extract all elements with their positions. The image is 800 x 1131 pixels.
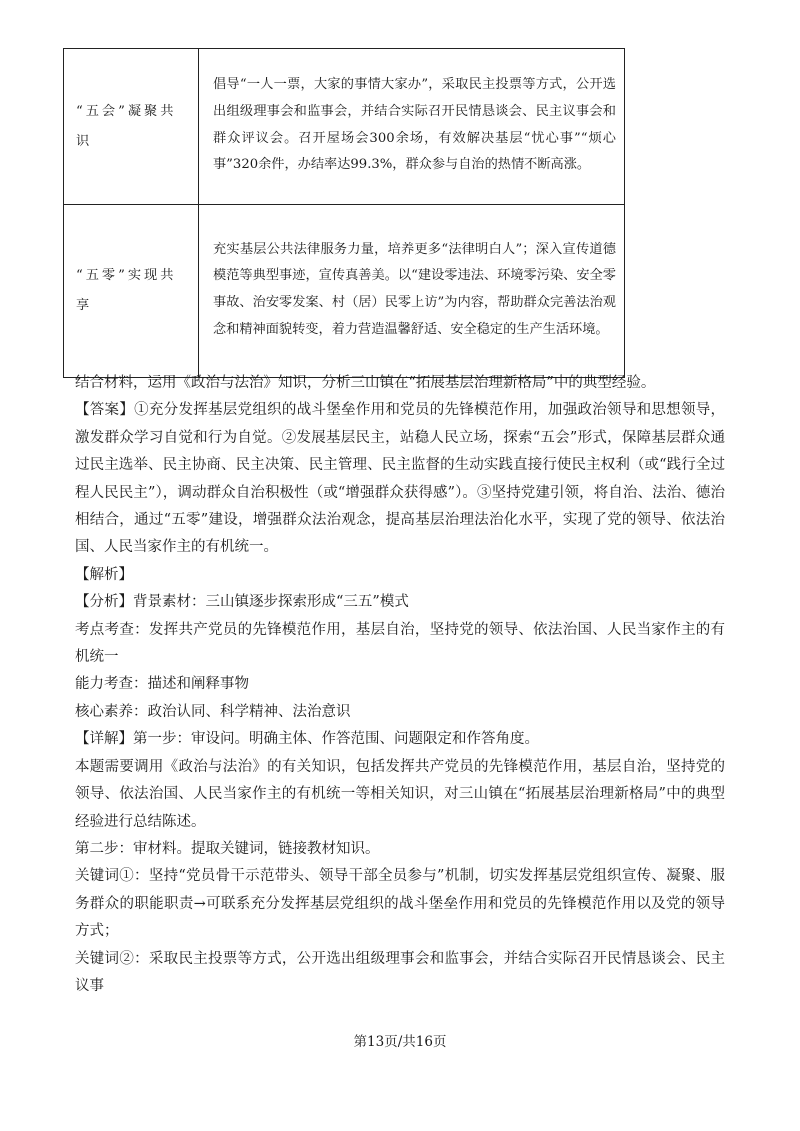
page-footer: 第13页/共16页 (353, 1034, 447, 1050)
row-label: “五会”凝聚共识 (64, 49, 199, 205)
keyword2-text: 关键词②：采取民主投票等方式，公开选出组级理事会和监事会，并结合实际召开民情恳谈会、民主议事 (75, 950, 725, 994)
table-row (64, 49, 625, 205)
answer-text: ①充分发挥基层党组织的战斗堡垒作用和党员的先锋模范作用，加强政治领导和思想领导，激发群众学习自觉和行为自觉。②发展基层民主，站稳人民立场，探索“五会”形式，保障基层群众通过民主选举、民主协商、民主决策、民主管理、民主监督的生动实践直接行使民主权利（或“践行全过程人民民主”），调动群众自治积极性（或“增强群众获得感”）。③坚持党建引领，将自治、法治、德治相结合，通过“五零”建设，增强群众法治观念，提高基层治理法治化水平，实现了党的领导、依法治国、人民当家作主的有机统一。 (75, 402, 726, 556)
fenxi-paragraph (75, 589, 725, 616)
row-content: 充实基层公共法律服务力量，培养更多“法律明白人”；深入宣传道德模范等典型事迹，宣传真善美。以“建设零违法、环境零污染、安全零事故、治安零发案、村（居）民零上访”为内容，帮助群众完善法治观念和精神面貌转变，着力营造温馨舒适、安全稳定的生产生活环境。 (199, 205, 625, 378)
nengli-text: 能力考查：描述和阐释事物 (75, 676, 249, 693)
row-content: 倡导“一人一票，大家的事情大家办”，采取民主投票等方式，公开选出组级理事会和监事会，并结合实际召开民情恳谈会、民主议事会和群众评议会。召开屋场会300余场，有效解决基层“忧心事”“烦心事”320余件，办结率达99.3%，群众参与自治的热情不断高涨。 (199, 49, 625, 205)
question-text: 结合材料，运用《政治与法治》知识，分析三山镇在“拓展基层治理新格局”中的典型经验。 (75, 375, 656, 391)
xiangjie-paragraph (75, 726, 725, 753)
xiangjie-tag: 【详解】 (75, 731, 133, 748)
step2-text: 第二步：审材料。提取关键词，链接教材知识。 (75, 840, 380, 857)
fenxi-text: 背景素材：三山镇逐步探索形成“三五”模式 (133, 594, 409, 611)
answer-tag: 【答案】 (75, 402, 135, 419)
table-row (64, 205, 625, 378)
analysis-tag: 【解析】 (75, 566, 133, 583)
answer-paragraph (75, 397, 725, 561)
step1-text: 本题需要调用《政治与法治》的有关知识，包括发挥共产党员的先锋模范作用，基层自治，坚持党的领导、依法治国、人民当家作主的有机统一等相关知识，对三山镇在“拓展基层治理新格局”中的典型经验进行总结陈述。 (75, 758, 725, 830)
xiangjie-text: 第一步：审设问。明确主体、作答范围、问题限定和作答角度。 (133, 731, 539, 748)
keyword1-text: 关键词①：坚持“党员骨干示范带头、领导干部全员参与”机制，切实发挥基层党组织宣传、凝聚、服务群众的职能职责→可联系充分发挥基层党组织的战斗堡垒作用和党员的先锋模范作用以及党的领导方式； (75, 868, 725, 940)
suyang-text: 核心素养：政治认同、科学精神、法治意识 (75, 703, 351, 720)
fenxi-tag: 【分析】 (75, 594, 133, 611)
material-table (63, 48, 625, 378)
solution-body (75, 370, 725, 1000)
row-label: “五零”实现共享 (64, 205, 199, 378)
kaodian-text: 考点考查：发挥共产党员的先锋模范作用，基层自治，坚持党的领导、依法治国、人民当家作主的有机统一 (75, 621, 725, 666)
